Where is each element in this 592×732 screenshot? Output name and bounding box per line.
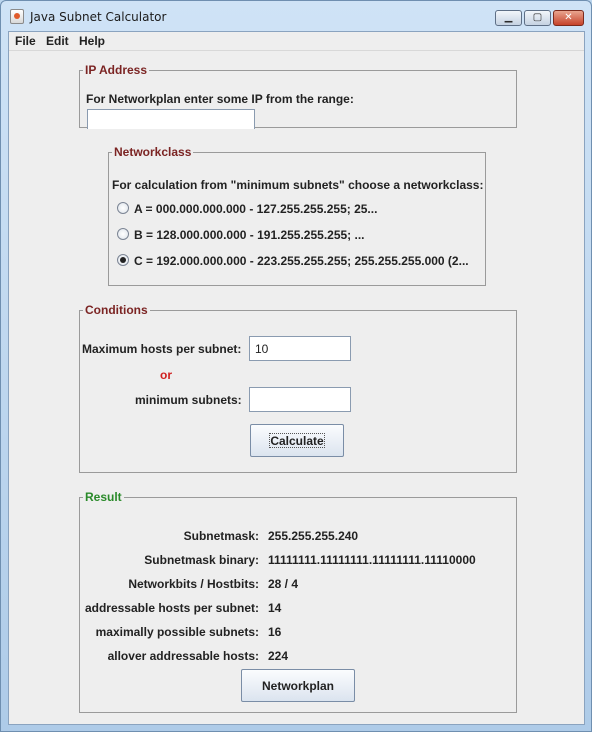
result-value-subnetmask: 255.255.255.240 xyxy=(268,529,359,543)
focus-ring xyxy=(269,433,325,448)
menu-file[interactable]: File xyxy=(15,34,36,48)
result-label-binary: Subnetmask binary: xyxy=(144,553,259,567)
networkplan-button-label: Networkplan xyxy=(261,679,334,693)
radio-class-a[interactable] xyxy=(117,202,129,214)
calculate-button[interactable] xyxy=(250,424,344,457)
class-b-label[interactable]: B = 128.000.000.000 - 191.255.255.255; ... xyxy=(134,228,365,242)
result-label-hosts-per-subnet: addressable hosts per subnet: xyxy=(84,601,259,615)
radio-class-c[interactable] xyxy=(117,254,129,266)
result-label-allover-hosts: allover addressable hosts: xyxy=(107,649,259,663)
networkplan-button[interactable] xyxy=(241,669,355,702)
result-value-bits: 28 / 4 xyxy=(268,577,299,591)
result-value-hosts-per-subnet: 14 xyxy=(268,601,282,615)
window-title: Java Subnet Calculator xyxy=(30,10,167,24)
ip-address-prompt: For Networkplan enter some IP from the range: xyxy=(86,92,354,106)
maximize-button[interactable]: ▢ xyxy=(524,10,551,26)
close-button[interactable]: ✕ xyxy=(553,10,584,26)
max-hosts-label: Maximum hosts per subnet: xyxy=(82,342,242,356)
networkclass-group xyxy=(108,145,486,286)
result-value-allover-hosts: 224 xyxy=(268,649,289,663)
radio-class-b[interactable] xyxy=(117,228,129,240)
menu-bar xyxy=(9,32,584,51)
networkclass-prompt: For calculation from "minimum subnets" choose a networkclass: xyxy=(112,178,484,192)
result-group xyxy=(79,490,517,713)
menu-edit[interactable]: Edit xyxy=(46,34,69,48)
result-label-max-subnets: maximally possible subnets: xyxy=(95,625,259,639)
result-title: Result xyxy=(85,490,122,504)
networkclass-title: Networkclass xyxy=(114,145,192,159)
conditions-group xyxy=(79,303,517,473)
max-hosts-input[interactable] xyxy=(249,336,351,361)
minimize-button[interactable]: ▁ xyxy=(495,10,522,26)
menu-help[interactable]: Help xyxy=(79,34,106,48)
min-subnets-input[interactable] xyxy=(249,387,351,412)
result-value-binary: 11111111.11111111.11111111.11110000 xyxy=(268,553,476,567)
result-label-subnetmask: Subnetmask: xyxy=(183,529,259,543)
calculate-button-label: Calculate xyxy=(270,434,324,448)
or-label: or xyxy=(160,368,172,382)
java-app-icon xyxy=(10,9,24,24)
ip-address-input[interactable] xyxy=(87,109,255,129)
class-c-label[interactable]: C = 192.000.000.000 - 223.255.255.255; 255.255.255.000 (2... xyxy=(134,254,469,268)
result-label-bits: Networkbits / Hostbits: xyxy=(128,577,259,591)
title-bar[interactable] xyxy=(1,1,591,31)
ip-address-title: IP Address xyxy=(85,63,148,77)
conditions-title: Conditions xyxy=(85,303,148,317)
result-value-max-subnets: 16 xyxy=(268,625,282,639)
min-subnets-label: minimum subnets: xyxy=(135,393,242,407)
client-area xyxy=(8,31,585,725)
class-a-label[interactable]: A = 000.000.000.000 - 127.255.255.255; 25... xyxy=(134,202,378,216)
